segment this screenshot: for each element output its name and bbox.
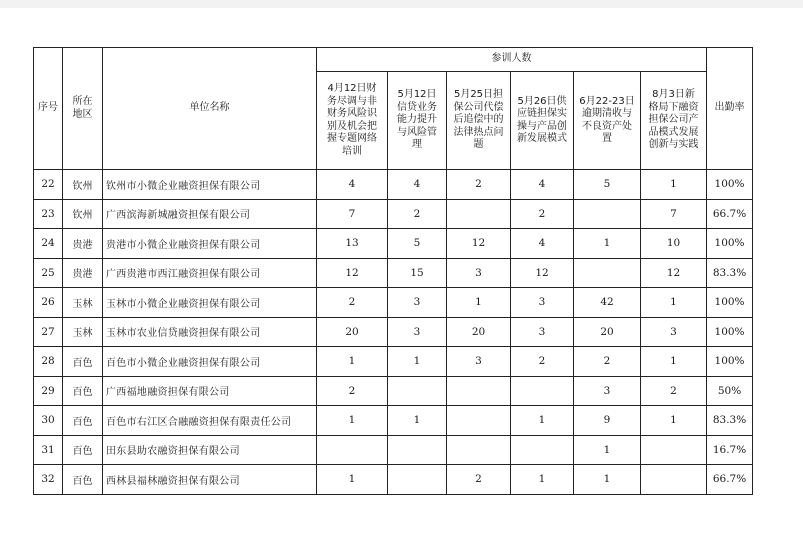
cell-attendance-rate: 100% <box>707 317 753 347</box>
table-row <box>34 465 753 495</box>
cell-org-name: 广西贵港市西江融资担保有限公司 <box>103 258 317 288</box>
cell-seq: 27 <box>34 317 63 347</box>
cell-course-3-count: 2 <box>447 170 511 200</box>
cell-course-4-count: 1 <box>511 406 574 436</box>
cell-course-4-count: 3 <box>511 317 574 347</box>
cell-org-name: 田东县助农融资担保有限公司 <box>103 435 317 465</box>
cell-course-3-count <box>447 406 511 436</box>
cell-course-5-count <box>574 258 641 288</box>
cell-course-6-count: 1 <box>641 406 707 436</box>
cell-course-6-count: 1 <box>641 170 707 200</box>
header-course-2: 5月12日信贷业务能力提升与风险管理 <box>388 72 447 170</box>
table-row <box>34 288 753 318</box>
cell-attendance-rate: 66.7% <box>707 465 753 495</box>
cell-course-1-count: 2 <box>317 288 388 318</box>
cell-course-2-count <box>388 465 447 495</box>
cell-course-3-count: 12 <box>447 229 511 259</box>
cell-course-2-count: 1 <box>388 406 447 436</box>
cell-org-name: 玉林市农业信贷融资担保有限公司 <box>103 317 317 347</box>
page-top-edge <box>0 0 803 8</box>
cell-course-5-count: 5 <box>574 170 641 200</box>
cell-course-5-count: 3 <box>574 376 641 406</box>
cell-attendance-rate: 66.7% <box>707 199 753 229</box>
cell-course-2-count: 3 <box>388 288 447 318</box>
training-attendance-table <box>33 47 753 495</box>
cell-seq: 23 <box>34 199 63 229</box>
cell-seq: 29 <box>34 376 63 406</box>
cell-course-2-count: 4 <box>388 170 447 200</box>
cell-course-1-count: 1 <box>317 465 388 495</box>
cell-org-name: 钦州市小微企业融资担保有限公司 <box>103 170 317 200</box>
cell-course-4-count: 1 <box>511 465 574 495</box>
cell-seq: 31 <box>34 435 63 465</box>
cell-course-4-count: 2 <box>511 347 574 377</box>
header-seq: 序号 <box>34 48 63 170</box>
cell-course-2-count: 15 <box>388 258 447 288</box>
cell-course-6-count <box>641 465 707 495</box>
cell-course-5-count: 1 <box>574 229 641 259</box>
header-course-1: 4月12日财务尽调与非财务风险识别及机会把握专题网络培训 <box>317 72 388 170</box>
cell-course-4-count: 4 <box>511 229 574 259</box>
cell-org-name: 百色市小微企业融资担保有限公司 <box>103 347 317 377</box>
cell-attendance-rate: 100% <box>707 229 753 259</box>
cell-seq: 24 <box>34 229 63 259</box>
cell-seq: 26 <box>34 288 63 318</box>
cell-region: 百色 <box>63 406 103 436</box>
table-row <box>34 258 753 288</box>
header-course-6: 8月3日新格局下融资担保公司产品模式发展创新与实践 <box>641 72 707 170</box>
header-attendance: 出勤率 <box>707 48 753 170</box>
table-row <box>34 406 753 436</box>
table-row <box>34 317 753 347</box>
cell-course-3-count: 20 <box>447 317 511 347</box>
cell-course-1-count <box>317 435 388 465</box>
cell-course-4-count <box>511 376 574 406</box>
cell-region: 钦州 <box>63 199 103 229</box>
cell-course-3-count <box>447 199 511 229</box>
cell-course-5-count: 1 <box>574 435 641 465</box>
cell-course-3-count: 1 <box>447 288 511 318</box>
cell-course-3-count <box>447 376 511 406</box>
cell-attendance-rate: 100% <box>707 288 753 318</box>
cell-course-2-count: 1 <box>388 347 447 377</box>
cell-attendance-rate: 83.3% <box>707 406 753 436</box>
cell-course-4-count: 4 <box>511 170 574 200</box>
cell-course-1-count: 4 <box>317 170 388 200</box>
cell-attendance-rate: 100% <box>707 170 753 200</box>
cell-course-2-count: 5 <box>388 229 447 259</box>
cell-attendance-rate: 16.7% <box>707 435 753 465</box>
cell-org-name: 广西福地融资担保有限公司 <box>103 376 317 406</box>
cell-course-1-count: 2 <box>317 376 388 406</box>
cell-region: 贵港 <box>63 229 103 259</box>
cell-course-6-count: 7 <box>641 199 707 229</box>
table-row <box>34 376 753 406</box>
cell-seq: 22 <box>34 170 63 200</box>
cell-attendance-rate: 100% <box>707 347 753 377</box>
cell-course-1-count: 12 <box>317 258 388 288</box>
cell-course-1-count: 1 <box>317 406 388 436</box>
cell-seq: 32 <box>34 465 63 495</box>
cell-attendance-rate: 50% <box>707 376 753 406</box>
cell-course-1-count: 13 <box>317 229 388 259</box>
cell-course-6-count: 2 <box>641 376 707 406</box>
cell-course-5-count <box>574 199 641 229</box>
cell-seq: 30 <box>34 406 63 436</box>
cell-region: 百色 <box>63 347 103 377</box>
cell-course-4-count: 12 <box>511 258 574 288</box>
cell-course-1-count: 7 <box>317 199 388 229</box>
cell-region: 百色 <box>63 435 103 465</box>
cell-course-5-count: 20 <box>574 317 641 347</box>
table-row <box>34 229 753 259</box>
cell-course-5-count: 1 <box>574 465 641 495</box>
table-body <box>34 170 753 495</box>
cell-seq: 25 <box>34 258 63 288</box>
table-row <box>34 435 753 465</box>
cell-course-3-count <box>447 435 511 465</box>
header-course-3: 5月25日担保公司代偿后追偿中的法律热点问题 <box>447 72 511 170</box>
cell-org-name: 玉林市小微企业融资担保有限公司 <box>103 288 317 318</box>
cell-course-6-count <box>641 435 707 465</box>
cell-org-name: 贵港市小微企业融资担保有限公司 <box>103 229 317 259</box>
cell-org-name: 西林县福林融资担保有限公司 <box>103 465 317 495</box>
table-row <box>34 170 753 200</box>
cell-course-4-count <box>511 435 574 465</box>
cell-seq: 28 <box>34 347 63 377</box>
cell-attendance-rate: 83.3% <box>707 258 753 288</box>
cell-course-6-count: 10 <box>641 229 707 259</box>
cell-course-5-count: 9 <box>574 406 641 436</box>
cell-course-4-count: 2 <box>511 199 574 229</box>
cell-course-5-count: 2 <box>574 347 641 377</box>
cell-course-1-count: 20 <box>317 317 388 347</box>
cell-course-2-count: 3 <box>388 317 447 347</box>
cell-course-6-count: 1 <box>641 288 707 318</box>
cell-course-5-count: 42 <box>574 288 641 318</box>
cell-course-3-count: 3 <box>447 258 511 288</box>
cell-course-4-count: 3 <box>511 288 574 318</box>
cell-region: 钦州 <box>63 170 103 200</box>
cell-org-name: 广西滨海新城融资担保有限公司 <box>103 199 317 229</box>
cell-course-6-count: 1 <box>641 347 707 377</box>
cell-course-1-count: 1 <box>317 347 388 377</box>
header-participants-group: 参训人数 <box>317 48 707 72</box>
cell-course-6-count: 3 <box>641 317 707 347</box>
header-course-5: 6月22-23日逾期清收与不良资产处置 <box>574 72 641 170</box>
cell-course-2-count: 2 <box>388 199 447 229</box>
cell-region: 玉林 <box>63 317 103 347</box>
cell-course-3-count: 2 <box>447 465 511 495</box>
cell-course-3-count: 3 <box>447 347 511 377</box>
cell-region: 百色 <box>63 465 103 495</box>
cell-region: 玉林 <box>63 288 103 318</box>
cell-region: 百色 <box>63 376 103 406</box>
header-org: 单位名称 <box>103 48 317 170</box>
table-row <box>34 347 753 377</box>
cell-course-2-count <box>388 435 447 465</box>
cell-region: 贵港 <box>63 258 103 288</box>
cell-course-2-count <box>388 376 447 406</box>
cell-course-6-count: 12 <box>641 258 707 288</box>
header-course-4: 5月26日供应链担保实操与产品创新发展模式 <box>511 72 574 170</box>
table-row <box>34 199 753 229</box>
header-region: 所在地区 <box>63 48 103 170</box>
cell-org-name: 百色市右江区合融融资担保有限责任公司 <box>103 406 317 436</box>
